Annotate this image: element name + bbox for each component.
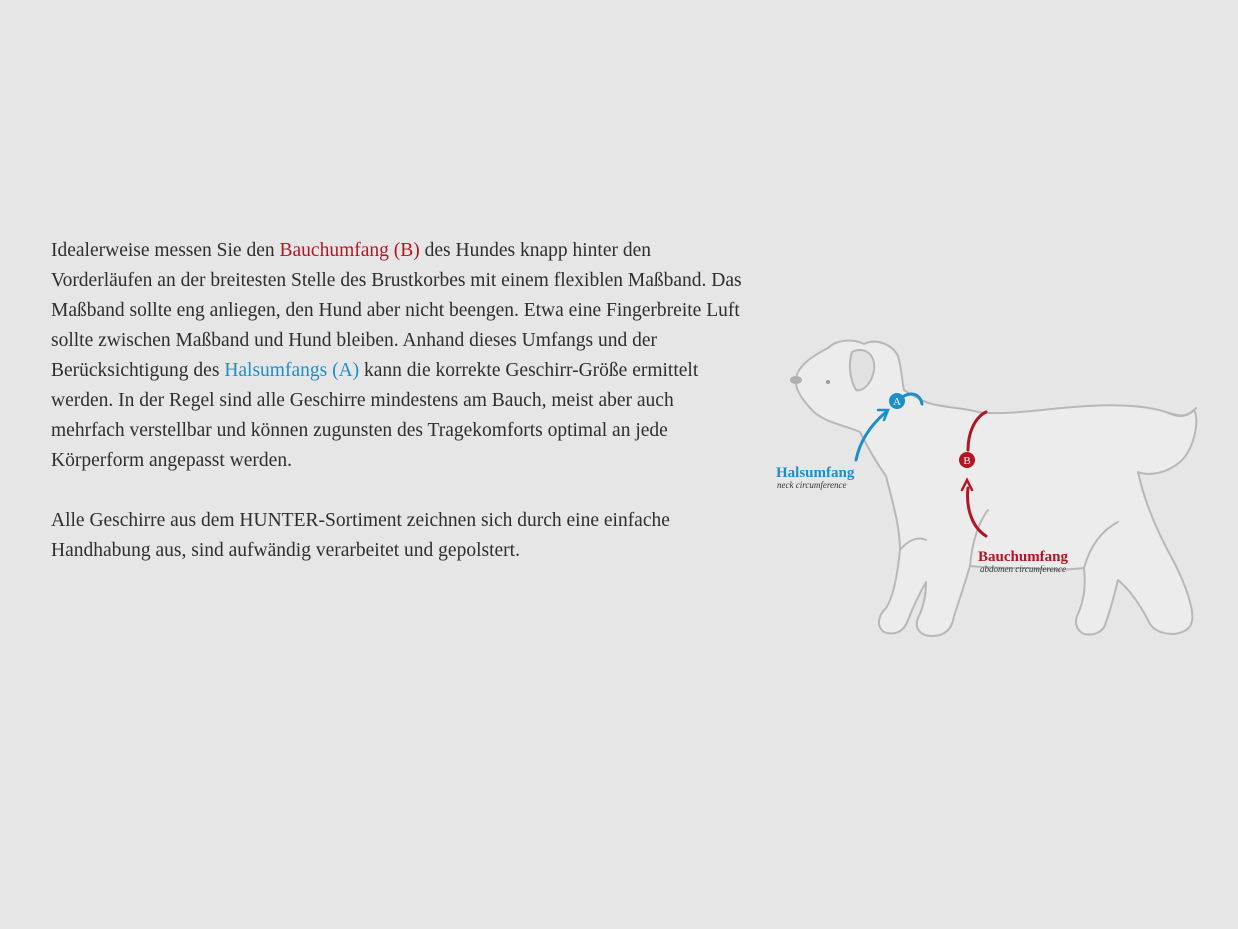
neck-circumference-link[interactable]: Halsumfangs (A): [224, 360, 360, 381]
dog-eye: [826, 380, 830, 384]
abdomen-label-title: Bauchumfang: [978, 549, 1069, 565]
dog-nose: [790, 376, 802, 384]
neck-label-subtitle: neck circumference: [777, 480, 847, 490]
abdomen-circumference-link[interactable]: Bauchumfang (B): [279, 240, 420, 261]
intro-text-2: des Hundes knapp hinter den Vorderläufen an der breitesten Stelle des Brustkorbes mit einem flexiblen Maßband. Das Maßband sollte eng anliegen, den Hund aber nicht beengen. Etwa eine Fingerbreite Luft sollte zwischen Maßband und Hund bleiben. Anhand dieses Umfangs und der Berücksichtigung des: [51, 240, 742, 381]
neck-marker-label: A: [893, 396, 901, 408]
intro-text-3: kann die korrekte Geschirr-Größe ermittelt werden. In der Regel sind alle Geschirre mindestens am Bauch, meist aber auch mehrfach verstellbar und können zugunsten des Tragekomforts optimal an jede Körperform angepasst werden.: [51, 360, 699, 471]
neck-label-title: Halsumfang: [776, 465, 855, 481]
closing-paragraph: Alle Geschirre aus dem HUNTER-Sortiment zeichnen sich durch eine einfache Handhabung aus, sind aufwändig verarbeitet und gepolstert.: [51, 510, 670, 561]
abdomen-marker-label: B: [963, 455, 971, 467]
abdomen-label-subtitle: abdomen circumference: [980, 564, 1067, 574]
dog-outline: [796, 341, 1197, 636]
dog-measurement-diagram: [768, 300, 1208, 700]
measurement-instructions: [51, 236, 751, 596]
intro-paragraph: [51, 236, 751, 476]
intro-text-1: Idealerweise messen Sie den: [51, 240, 280, 261]
dog-illustration: [768, 300, 1208, 700]
